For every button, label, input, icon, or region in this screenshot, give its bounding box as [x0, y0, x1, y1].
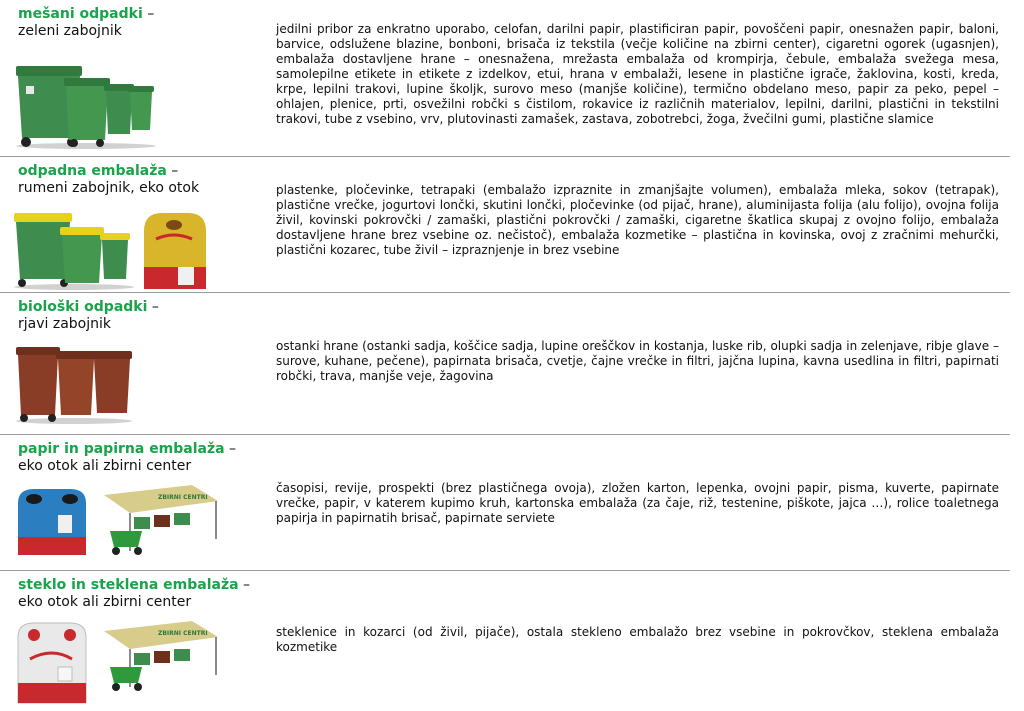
category-title: odpadna embalaža –	[18, 163, 179, 179]
category-row-glass	[0, 571, 1010, 711]
category-title: mešani odpadki –	[18, 6, 155, 22]
category-description: steklenice in kozarci (od živil, pijače), ostala stekleno embalažo brez vsebine in pokrovčkov, steklena embalaža kozmetike	[276, 625, 999, 654]
category-subtitle: rumeni zabojnik, eko otok	[18, 180, 200, 196]
category-row-biological	[0, 293, 1010, 435]
category-subtitle: zeleni zabojnik	[18, 23, 122, 39]
green-bins-icon	[8, 52, 158, 150]
brown-bins-icon	[8, 343, 138, 425]
category-title: papir in papirna embalaža –	[18, 441, 237, 457]
category-title: biološki odpadki –	[18, 299, 159, 315]
category-description: ostanki hrane (ostanki sadja, koščice sadja, lupine oreščkov in kostanja, luske rib, olupki sadja in zelenjave, ribje glave – surove, kuhane, pečene), papirnata brisača, cvetje, čajne vrečke in filtri, jajčna lupina, kavna usedlina in filtri, papirnati robčki, trava, manjše veje, žagovina	[276, 339, 999, 383]
category-title: steklo in steklena embalaža –	[18, 577, 251, 593]
collection-center-icon	[100, 481, 222, 559]
category-subtitle: rjavi zabojnik	[18, 316, 111, 332]
category-description: plastenke, pločevinke, tetrapaki (embalažo izpraznite in zmanjšajte volumen), embalaža mleka, sokov (tetrapak), plastične vrečke, jogurtovi lončki, skutini lončki, pločevinke (od pijač, hrane), aluminijasta folija (alu folijo), ovojna folija živil, kovinski pokrovčki / zamaški, plastični pokrovčki / zamaški, cigaretne škatlica skupaj z ovojno folijo, embalaža dostavljene hrane brez vsebine oz. nečistoč), embalaža kozmetike – plastična in kovinska, ovoj z zračnimi mehurčki, plastični kozarec, tube živil – izpraznjenje in brez vsebine	[276, 183, 999, 257]
shelter-label: ZBIRNI CENTRI	[158, 494, 208, 501]
yellow-igloo-container-icon	[138, 209, 212, 291]
category-subtitle: eko otok ali zbirni center	[18, 458, 192, 474]
collection-center-icon	[100, 617, 222, 695]
yellow-lid-bins-icon	[8, 207, 138, 291]
category-row-packaging	[0, 157, 1010, 293]
blue-igloo-container-icon	[12, 485, 92, 557]
category-row-mixed	[0, 0, 1010, 157]
category-description: jedilni pribor za enkratno uporabo, celofan, darilni papir, plastificiran papir, povoščeni papir, onesnažen papir, baloni, barvice, odslužene blazine, bonboni, brisača iz tekstila (večje količine na zbirni center), cigaretni ogorek (ugasnjen), embalaža dostavljene hrane – onesnažena, mrežasta embalaža od krompirja, čebule, embalaža svežega mesa, samolepilne etikete in etikete z izdelkov, etui, hrana v embalaži, lesene in plastične igrače, žaklovina, kosti, kreda, krpe, lepilni trakovi, lupine školjk, surovo meso (manjše količine), termično obdelano meso, papir za peko, pepel – ohlajen, plenice, prti, osvežilni robčki s čistilom, rokavice iz različnih materialov, lepilni, darilni, plastični in tekstilni trakovi, tube z vsebino, vrv, plutovinasti zamašek, zastava, zobotrebci, žoga, žvečilni gumi, plastične slamice	[276, 22, 999, 126]
category-description: časopisi, revije, prospekti (brez plastičnega ovoja), zložen karton, lepenka, ovojni papir, pisma, kuverte, papirnate vrečke, papir, v katerem kupimo kruh, kartonska embalaža (za čaje, riž, testenine, piškote, jajca …), rolice toaletnega papirja in papirnatih brisač, papirnate serviete	[276, 481, 999, 525]
red-igloo-container-icon	[12, 619, 92, 705]
category-subtitle: eko otok ali zbirni center	[18, 594, 192, 610]
shelter-label: ZBIRNI CENTRI	[158, 630, 208, 637]
category-row-paper	[0, 435, 1010, 571]
